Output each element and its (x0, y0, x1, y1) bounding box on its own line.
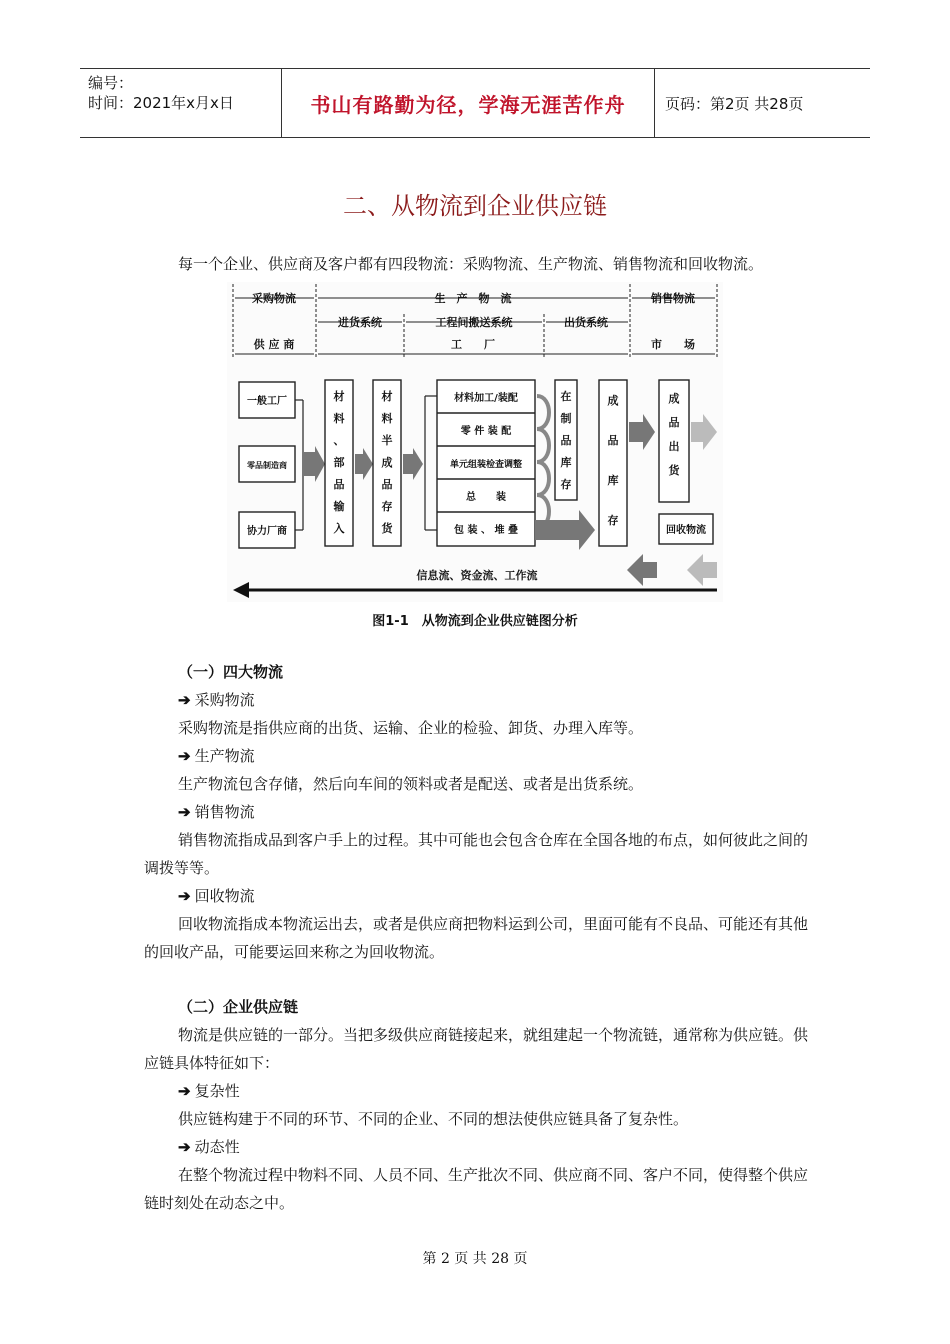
item-sales-title: ➔ 销售物流 (178, 803, 255, 821)
header-motto: 书山有路勤为径，学海无涯苦作舟 (282, 69, 655, 137)
semi-finished-stock-char: 料 (381, 412, 393, 425)
finished-stock-char: 库 (607, 474, 619, 487)
finished-shipment-char: 出 (668, 440, 680, 453)
process-parts-assembly: 零 件 装 配 (460, 426, 512, 437)
label-transfer: 工程间搬送系统 (435, 316, 513, 329)
supplier-general-factory: 一般工厂 (247, 396, 287, 407)
section1-heading: （一）四大物流 (178, 663, 284, 681)
item-production-text: 生产物流包含存储，然后向车间的领料或者是配送、或者是出货系统。 (178, 775, 644, 793)
wip-inventory-char: 在 (560, 390, 572, 403)
supply-chain-diagram (227, 282, 723, 602)
label-market: 市 场 (651, 338, 695, 351)
semi-finished-stock-char: 成 (381, 456, 393, 469)
semi-finished-stock-char: 品 (381, 478, 393, 491)
item-recycle-text: 回收物流指成本物流运出去，或者是供应商把物料运到公司，里面可能有不良品、可能还有其他的回收产品，可能要运回来称之为回收物流。 (144, 915, 809, 961)
section2-intro: 物流是供应链的一部分。当把多级供应商链接起来，就组建起一个物流链，通常称为供应链。供应链具体特征如下： (144, 1026, 809, 1072)
label-procurement: 采购物流 (252, 292, 296, 305)
figure-caption: 图1-1 从物流到企业供应链图分析 (372, 614, 578, 629)
semi-finished-stock-char: 材 (381, 390, 393, 403)
label-outbound: 出货系统 (564, 316, 608, 329)
flows-label: 信息流、资金流、工作流 (416, 569, 538, 582)
material-input-char: 入 (333, 522, 345, 535)
material-input-char: 材 (333, 390, 345, 403)
item-dynamic-title: ➔ 动态性 (178, 1138, 240, 1156)
recycle-box: 回收物流 (666, 525, 706, 536)
item-sales-text: 销售物流指成品到客户手上的过程。其中可能也会包含仓库在全国各地的布点，如何彼此之间的调拨等等。 (144, 831, 809, 877)
semi-finished-stock-char: 货 (381, 522, 393, 535)
header-page-info: 页码：第2页 共28页 (665, 94, 804, 113)
label-production: 生 产 物 流 (434, 292, 512, 305)
page-footer: 第 2 页 共 28 页 (422, 1251, 528, 1267)
wip-inventory-char: 库 (560, 456, 572, 469)
label-factory: 工 厂 (451, 338, 495, 351)
number-label: 编号： (88, 74, 134, 92)
process-material-processing: 材料加工/装配 (454, 393, 518, 404)
finished-shipment-char: 成 (668, 392, 680, 405)
intro-paragraph: 每一个企业、供应商及客户都有四段物流：采购物流、生产物流、销售物流和回收物流。 (178, 255, 764, 273)
wip-inventory-char: 制 (560, 412, 572, 425)
item-procurement-text: 采购物流是指供应商的出货、运输、企业的检验、卸货、办理入库等。 (178, 719, 644, 737)
semi-finished-stock-char: 半 (381, 434, 393, 447)
arrow-icon: ➔ (178, 1138, 191, 1156)
page-header (80, 68, 870, 138)
process-packing: 包 装 、 堆 叠 (454, 525, 518, 536)
document-title: 二、从物流到企业供应链 (343, 192, 607, 220)
time-label: 时间：2021年x月x日 (88, 94, 234, 112)
item-complexity-title: ➔ 复杂性 (178, 1082, 240, 1100)
arrow-icon: ➔ (178, 1082, 191, 1100)
label-sales: 销售物流 (651, 292, 695, 305)
item-complexity-text: 供应链构建于不同的环节、不同的企业、不同的想法使供应链具备了复杂性。 (178, 1110, 689, 1128)
material-input-char: 部 (333, 456, 345, 469)
arrow-icon: ➔ (178, 747, 191, 765)
header-meta (80, 69, 282, 137)
supplier-parts-maker: 零品制造商 (247, 461, 287, 470)
arrow-icon: ➔ (178, 887, 191, 905)
item-recycle-title: ➔ 回收物流 (178, 887, 255, 905)
finished-stock-char: 品 (607, 434, 619, 447)
wip-inventory-char: 存 (560, 478, 572, 491)
semi-finished-stock-char: 存 (381, 500, 393, 513)
material-input-char: 料 (333, 412, 345, 425)
material-input-char: 输 (333, 500, 345, 513)
section2-heading: （二）企业供应链 (178, 998, 299, 1016)
supplier-partner: 协力厂商 (247, 526, 287, 537)
item-dynamic-text: 在整个物流过程中物料不同、人员不同、生产批次不同、供应商不同、客户不同，使得整个供应链时刻处在动态之中。 (144, 1166, 809, 1212)
material-input-char: 、 (333, 434, 345, 447)
item-procurement-title: ➔ 采购物流 (178, 691, 255, 709)
material-input-char: 品 (333, 478, 345, 491)
finished-shipment-char: 货 (668, 464, 680, 477)
process-final-assembly: 总 装 (466, 492, 506, 503)
finished-stock-char: 存 (607, 514, 619, 527)
process-unit-assembly: 单元组装检查调整 (449, 460, 523, 470)
label-supplier: 供 应 商 (253, 338, 295, 351)
wip-inventory-char: 品 (560, 434, 572, 447)
finished-shipment-char: 品 (668, 416, 680, 429)
arrow-icon: ➔ (178, 691, 191, 709)
label-inbound: 进货系统 (338, 316, 382, 329)
finished-stock-char: 成 (607, 394, 619, 407)
item-production-title: ➔ 生产物流 (178, 747, 255, 765)
arrow-icon: ➔ (178, 803, 191, 821)
